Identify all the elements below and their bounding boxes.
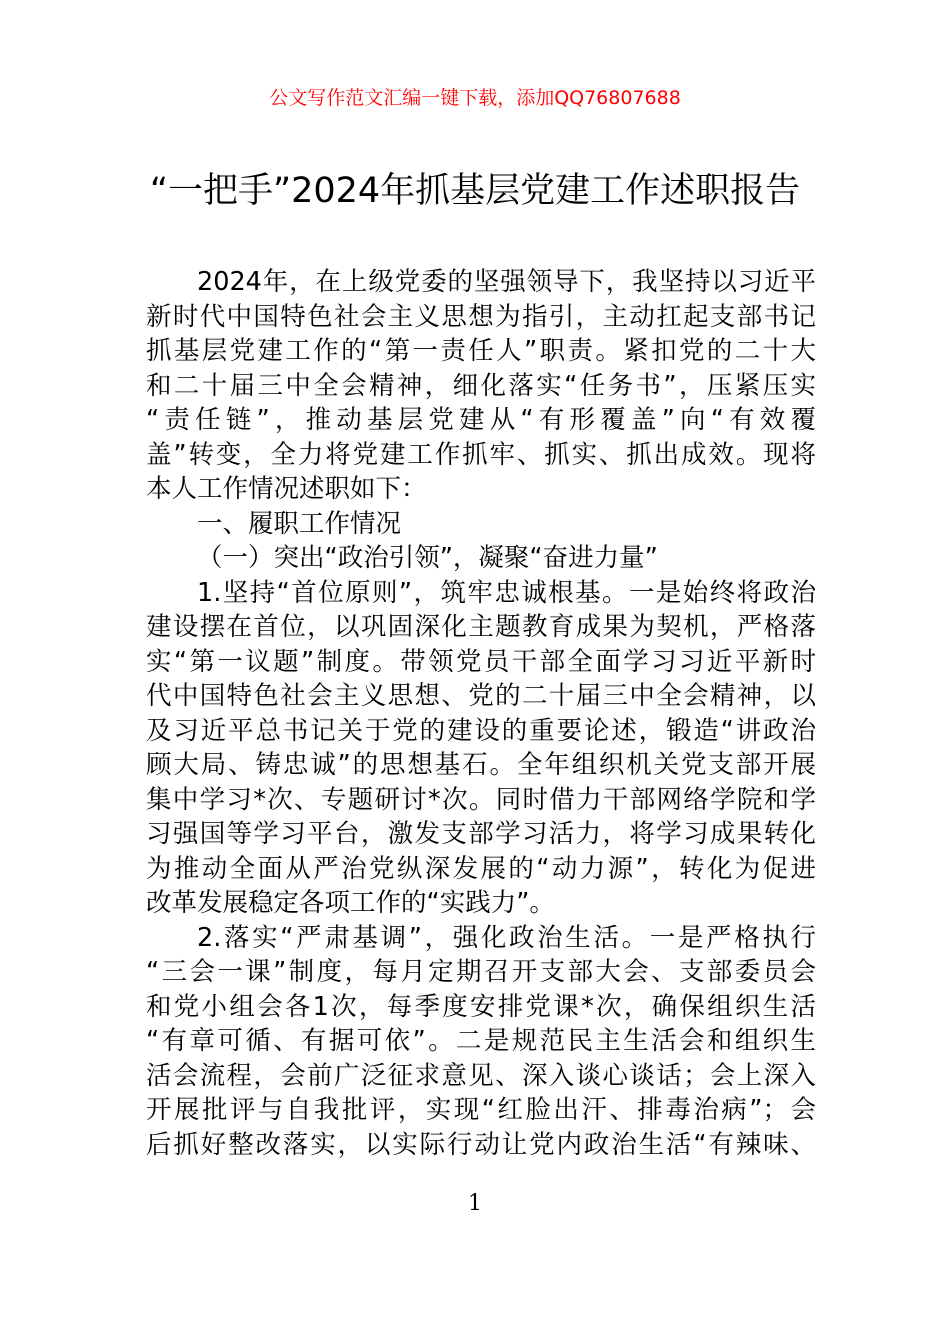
body-line: 一、履职工作情况 [197,508,402,539]
body-line: 开展批评与自我批评，实现“红脸出汗、排毒治病”；会 [146,1095,816,1125]
body-line: 实“第一议题”制度。带领党员干部全面学习习近平新时 [146,646,816,677]
body-line: 习强国等学习平台，激发支部学习活力，将学习成果转化 [146,819,816,849]
body-line: 本人工作情况述职如下： [146,474,427,504]
body-line: 及习近平总书记关于党的建设的重要论述，锻造“讲政治 [146,715,816,746]
body-line: 顾大局、铸忠诚”的思想基石。全年组织机关党支部开展 [146,750,816,780]
body-line: “责任链”，推动基层党建从“有形覆盖”向“有效覆 [146,405,816,435]
body-line: 改革发展稳定各项工作的“实践力”。 [146,888,555,918]
body-line: 盖”转变，全力将党建工作抓牢、抓实、抓出成效。现将 [146,439,816,470]
body-line: 新时代中国特色社会主义思想为指引，主动扛起支部书记 [146,301,816,332]
document-body [146,265,816,1162]
body-line: “三会一课”制度，每月定期召开支部大会、支部委员会 [146,957,816,987]
document-title: “一把手”2024年抓基层党建工作述职报告 [149,171,801,211]
page-number: 1 [468,1191,482,1216]
body-line: 2.落实“严肃基调”，强化政治生活。一是严格执行 [197,922,816,953]
body-line: “有章可循、有据可依”。二是规范民主生活会和组织生 [146,1026,816,1056]
body-line: 为推动全面从严治党纵深发展的“动力源”，转化为促进 [146,853,816,884]
body-line: 后抓好整改落实，以实际行动让党内政治生活“有辣味、 [146,1129,816,1160]
body-line: 建设摆在首位，以巩固深化主题教育成果为契机，严格落 [146,612,816,642]
body-line: 和党小组会各1次，每季度安排党课*次，确保组织生活 [146,991,816,1022]
body-line: 抓基层党建工作的“第一责任人”职责。紧扣党的二十大 [146,336,816,366]
body-line: （一）突出“政治引领”，凝聚“奋进力量” [197,543,658,573]
body-line: 集中学习*次、专题研讨*次。同时借力干部网络学院和学 [146,784,816,815]
body-line: 和二十届三中全会精神，细化落实“任务书”，压紧压实 [146,370,816,401]
body-line: 1.坚持“首位原则”，筑牢忠诚根基。一是始终将政治 [197,577,816,608]
body-line: 代中国特色社会主义思想、党的二十届三中全会精神，以 [146,681,816,711]
body-line: 2024年，在上级党委的坚强领导下，我坚持以习近平 [197,267,816,297]
download-watermark: 公文写作范文汇编一键下载，添加QQ76807688 [269,87,681,109]
body-line: 活会流程，会前广泛征求意见、深入谈心谈话；会上深入 [146,1060,816,1091]
